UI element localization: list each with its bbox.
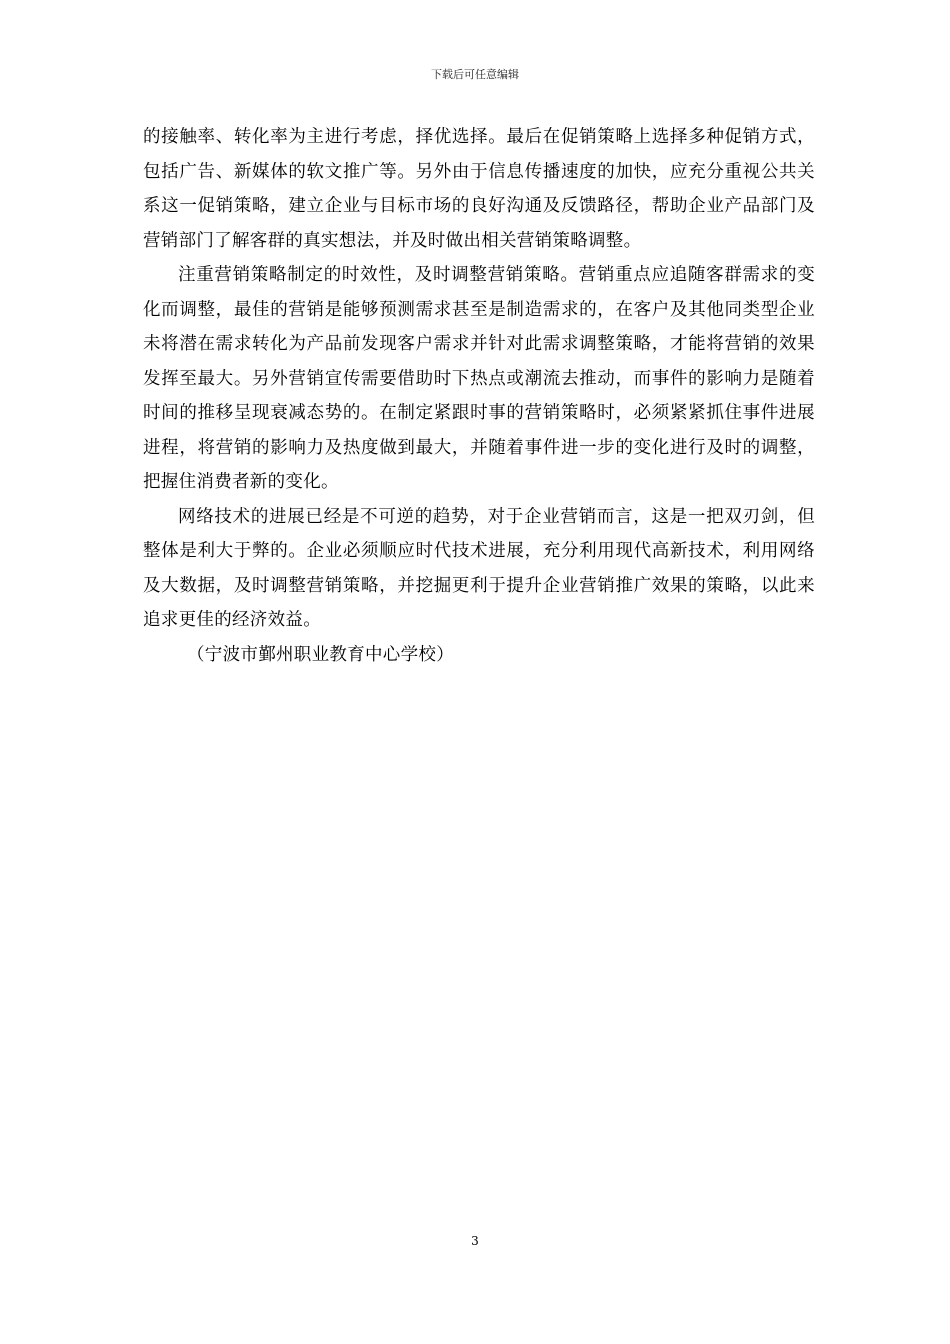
document-body (143, 120, 815, 672)
paragraph-1: 的接触率、转化率为主进行考虑，择优选择。最后在促销策略上选择多种促销方式，包括广告、新媒体的软文推广等。另外由于信息传播速度的加快，应充分重视公共关系这一促销策略，建立企业与目标市场的良好沟通及反馈路径，帮助企业产品部门及营销部门了解客群的真实想法，并及时做出相关营销策略调整。 (143, 127, 815, 251)
paragraph-2: 注重营销策略制定的时效性，及时调整营销策略。营销重点应追随客群需求的变化而调整，最佳的营销是能够预测需求甚至是制造需求的，在客户及其他同类型企业未将潜在需求转化为产品前发现客户需求并针对此需求调整策略，才能将营销的效果发挥至最大。另外营销宣传需要借助时下热点或潮流去推动，而事件的影响力是随着时间的推移呈现衰减态势的。在制定紧跟时事的营销策略时，必须紧紧抓住事件进展进程，将营销的影响力及热度做到最大，并随着事件进一步的变化进行及时的调整，把握住消费者新的变化。 (143, 265, 815, 492)
page-number: 3 (471, 1234, 479, 1248)
page-header: 下载后可任意编辑 (431, 68, 519, 81)
author-affiliation: （宁波市鄞州职业教育中心学校） (187, 644, 454, 665)
paragraph-3: 网络技术的进展已经是不可逆的趋势，对于企业营销而言，这是一把双刃剑，但整体是利大于弊的。企业必须顺应时代技术进展，充分利用现代高新技术，利用网络及大数据，及时调整营销策略，并挖掘更利于提升企业营销推广效果的策略，以此来追求更佳的经济效益。 (143, 506, 815, 630)
